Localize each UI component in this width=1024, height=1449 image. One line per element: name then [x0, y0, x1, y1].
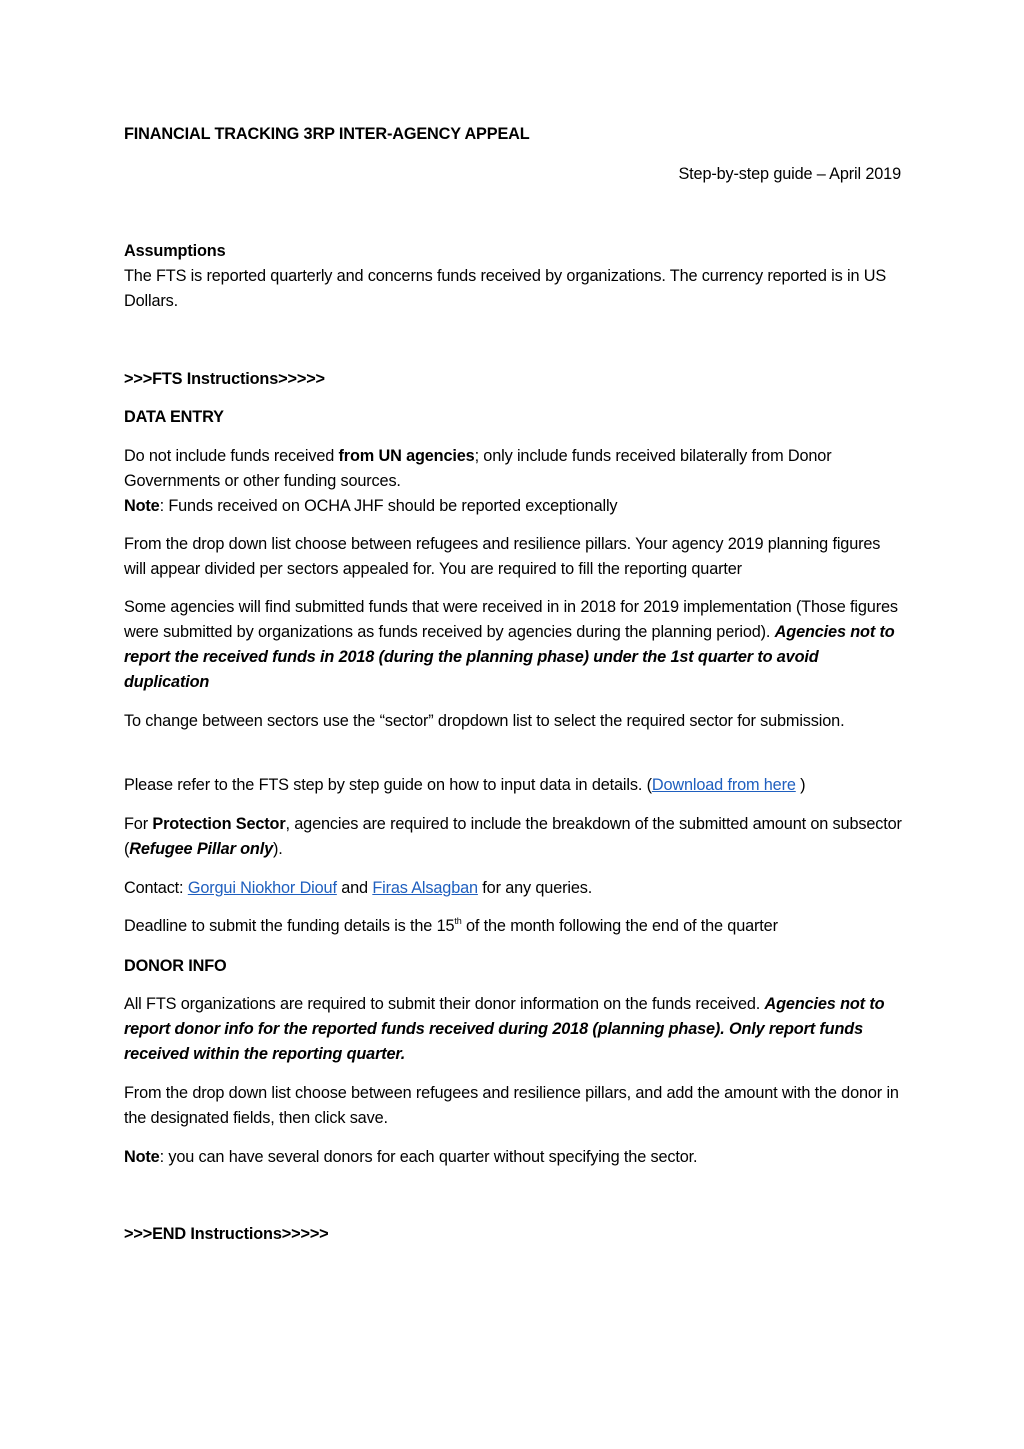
deadline-post: of the month following the end of the quarter [461, 917, 778, 935]
assumptions-text: The FTS is reported quarterly and concerns funds received by organizations. The currency reported is in US Dollars. [124, 267, 887, 310]
donor-info-note-label: Note [124, 1148, 160, 1166]
data-entry-note-label: Note [124, 497, 160, 515]
fts-instructions-end: >>>END Instructions>>>>> [124, 1225, 329, 1243]
donor-info-p1-pre: All FTS organizations are required to submit their donor information on the funds received. [124, 995, 765, 1013]
data-entry-paragraph-2: From the drop down list choose between refugees and resilience pillars. Your agency 2019 planning figures will appear divided per sectors appealed for. You are required to fill the reporting quarter [124, 535, 881, 578]
deadline-sup: th [454, 916, 462, 926]
data-entry-p6-bold-italic: Refugee Pillar only [129, 840, 274, 858]
donor-info-heading: DONOR INFO [124, 957, 227, 975]
contact-and: and [336, 879, 373, 897]
donor-info-p1-bold: Agencies not to report donor info for the reported funds received during 2018 (planning phase). Only report funds received within the reporting quarter. [124, 995, 885, 1063]
data-entry-p5-pre: Please refer to the FTS step by step guide on how to input data in details. ( [124, 776, 652, 794]
donor-info-note-text: : you can have several donors for each quarter without specifying the sector. [159, 1148, 698, 1166]
contact-link-firas[interactable]: Firas Alsagban [372, 879, 478, 897]
donor-info-paragraph-2: From the drop down list choose between refugees and resilience pillars, and add the amount with the donor in the designated fields, then click save. [124, 1084, 899, 1127]
data-entry-paragraph-3 [124, 595, 904, 695]
data-entry-p3-pre: Some agencies will find submitted funds that were received in in 2018 for 2019 implementation (Those figures were submitted by organizations as funds received by agencies during the planning period). [124, 598, 898, 641]
donor-info-note [124, 1145, 904, 1170]
data-entry-paragraph-4: To change between sectors use the “sector” dropdown list to select the required sector for submission. [124, 712, 845, 730]
data-entry-p1-post: ; only include funds received bilaterally from Donor Governments or other funding sources. [124, 447, 832, 490]
data-entry-p6-post: ). [273, 840, 283, 858]
contact-post: for any queries. [477, 879, 593, 897]
contact-link-gorgui[interactable]: Gorgui Niokhor Diouf [187, 879, 337, 897]
data-entry-paragraph-1 [124, 444, 904, 519]
fts-instructions-start: >>>FTS Instructions>>>>> [124, 370, 325, 388]
document-subtitle: Step-by-step guide – April 2019 [678, 165, 901, 183]
data-entry-heading: DATA ENTRY [124, 408, 224, 426]
data-entry-p1-bold: from UN agencies [338, 447, 475, 465]
deadline-line [124, 914, 904, 939]
data-entry-p5-post: ) [795, 776, 806, 794]
download-link[interactable]: Download from here [651, 776, 796, 794]
data-entry-note-text: : Funds received on OCHA JHF should be reported exceptionally [159, 497, 618, 515]
data-entry-p6-mid: , agencies are required to include the breakdown of the submitted amount on subsector ( [124, 815, 902, 858]
contact-pre: Contact: [124, 879, 188, 897]
data-entry-p1-pre: Do not include funds received [124, 447, 339, 465]
document-title: FINANCIAL TRACKING 3RP INTER-AGENCY APPEAL [124, 125, 530, 143]
data-entry-p3-bold: Agencies not to report the received funds in 2018 (during the planning phase) under the 1st quarter to avoid duplication [124, 623, 895, 691]
contact-line [124, 876, 904, 901]
data-entry-p6-bold: Protection Sector [152, 815, 286, 833]
deadline-pre: Deadline to submit the funding details is the 15 [124, 917, 455, 935]
data-entry-paragraph-5 [124, 773, 904, 798]
data-entry-paragraph-6 [124, 812, 904, 862]
donor-info-paragraph-1 [124, 992, 904, 1067]
data-entry-p6-pre: For [124, 815, 153, 833]
assumptions-heading: Assumptions [124, 242, 226, 260]
